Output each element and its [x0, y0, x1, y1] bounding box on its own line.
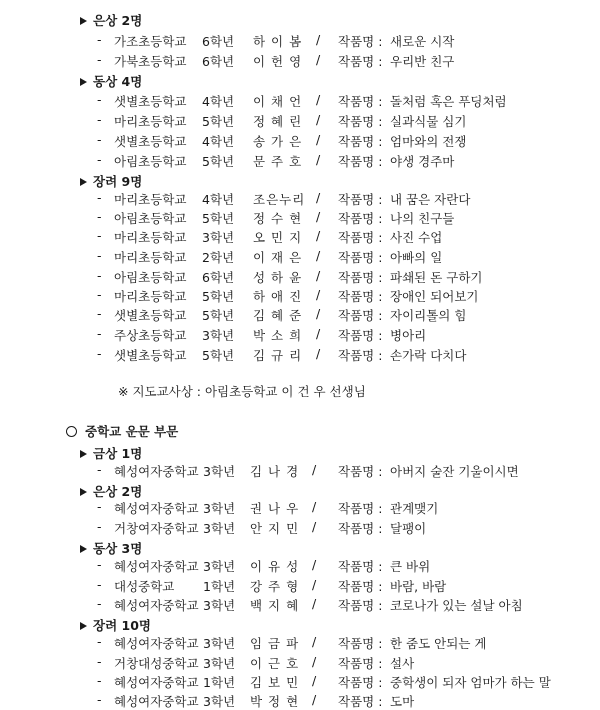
school-name: 샛별초등학교	[114, 348, 187, 363]
entry-row: - 혜성여자중학교 3학년 권 나 우 / 작품명 : 관계맺기	[97, 499, 439, 516]
work-title: 병아리	[390, 328, 427, 343]
triangle-bullet-icon	[80, 178, 87, 186]
work-title: 새로운 시작	[390, 34, 455, 49]
student-name: 권 나 우	[250, 501, 300, 516]
work-title: 도마	[390, 694, 415, 709]
triangle-bullet-icon	[80, 78, 87, 86]
work-title: 아버지 술잔 기울이시면	[390, 464, 519, 479]
student-name: 정 혜 린	[253, 114, 303, 129]
entry-row: - 거창대성중학교 3학년 이 근 호 / 작품명 : 설사	[97, 654, 415, 671]
school-name: 마리초등학교	[114, 289, 187, 304]
triangle-bullet-icon	[80, 450, 87, 458]
work-title: 야생 경주마	[390, 154, 455, 169]
student-name: 이 헌 영	[253, 54, 303, 69]
entry-row: - 샛별초등학교 4학년 송 가 은 / 작품명 : 엄마와의 전쟁	[97, 132, 467, 149]
student-name: 하 애 진	[253, 289, 303, 304]
school-name: 혜성여자중학교	[114, 464, 199, 479]
entry-row: - 샛별초등학교 5학년 김 혜 준 / 작품명 : 자이리톨의 힘	[97, 306, 467, 323]
work-title: 큰 바위	[390, 559, 431, 574]
circle-bullet-icon	[66, 426, 77, 437]
grade: 4학년	[202, 94, 235, 109]
school-name: 아림초등학교	[114, 270, 187, 285]
school-name: 샛별초등학교	[114, 94, 187, 109]
work-title: 손가락 다치다	[390, 348, 467, 363]
student-name: 이 재 은	[253, 250, 303, 265]
student-name: 문 주 호	[253, 154, 303, 169]
grade: 3학년	[203, 464, 236, 479]
grade: 4학년	[202, 134, 235, 149]
entry-row: - 혜성여자중학교 3학년 김 나 경 / 작품명 : 아버지 술잔 기울이시면	[97, 462, 519, 479]
work-title: 코로나가 있는 설날 아침	[390, 598, 523, 613]
student-name: 박 소 희	[253, 328, 303, 343]
school-name: 혜성여자중학교	[114, 675, 199, 690]
entry-row: - 혜성여자중학교 3학년 이 유 성 / 작품명 : 큰 바위	[97, 557, 431, 574]
grade: 1학년	[203, 675, 236, 690]
school-name: 혜성여자중학교	[114, 636, 199, 651]
grade: 6학년	[202, 270, 235, 285]
work-title: 중학생이 되자 엄마가 하는 말	[390, 675, 551, 690]
award-heading-silver: 은상 2명	[80, 482, 142, 500]
grade: 5학년	[202, 211, 235, 226]
school-name: 마리초등학교	[114, 114, 187, 129]
award-heading-silver: 은상 2명	[80, 11, 142, 29]
school-name: 마리초등학교	[114, 192, 187, 207]
entry-row: - 주상초등학교 3학년 박 소 희 / 작품명 : 병아리	[97, 326, 427, 343]
entry-row: - 마리초등학교 2학년 이 재 은 / 작품명 : 아빠의 일	[97, 248, 443, 265]
work-title: 바람, 바람	[390, 579, 447, 594]
award-heading-gold: 금상 1명	[80, 444, 142, 462]
school-name: 혜성여자중학교	[114, 598, 199, 613]
student-name: 강 주 형	[250, 579, 300, 594]
work-title: 엄마와의 전쟁	[390, 134, 467, 149]
grade: 2학년	[202, 250, 235, 265]
award-heading-bronze: 동상 4명	[80, 72, 142, 90]
student-name: 임 금 파	[250, 636, 300, 651]
entry-row: - 마리초등학교 4학년 조은누리 / 작품명 : 내 꿈은 자란다	[97, 190, 471, 207]
entry-row: - 샛별초등학교 5학년 김 규 리 / 작품명 : 손가락 다치다	[97, 346, 467, 363]
triangle-bullet-icon	[80, 17, 87, 25]
entry-row: - 혜성여자중학교 1학년 김 보 민 / 작품명 : 중학생이 되자 엄마가 하는 말	[97, 673, 551, 690]
award-heading-bronze: 동상 3명	[80, 539, 142, 557]
grade: 3학년	[203, 559, 236, 574]
entry-row: - 아림초등학교 5학년 정 수 현 / 작품명 : 나의 친구들	[97, 209, 455, 226]
entry-row: - 마리초등학교 5학년 하 애 진 / 작품명 : 장애인 되어보기	[97, 287, 479, 304]
section-heading-middle-school: 중학교 운문 부문	[66, 422, 178, 440]
school-name: 혜성여자중학교	[114, 501, 199, 516]
student-name: 이 근 호	[250, 656, 300, 671]
triangle-bullet-icon	[80, 622, 87, 630]
school-name: 아림초등학교	[114, 211, 187, 226]
work-title: 내 꿈은 자란다	[390, 192, 471, 207]
entry-row: - 혜성여자중학교 3학년 백 지 혜 / 작품명 : 코로나가 있는 설날 아침	[97, 596, 523, 613]
work-title: 자이리톨의 힘	[390, 308, 467, 323]
student-name: 박 정 현	[250, 694, 300, 709]
student-name: 김 나 경	[250, 464, 300, 479]
triangle-bullet-icon	[80, 488, 87, 496]
grade: 3학년	[203, 598, 236, 613]
school-name: 대성중학교	[114, 579, 175, 594]
grade: 5학년	[202, 114, 235, 129]
student-name: 송 가 은	[253, 134, 303, 149]
grade: 4학년	[202, 192, 235, 207]
grade: 5학년	[202, 348, 235, 363]
work-title: 한 줌도 안되는 게	[390, 636, 487, 651]
school-name: 마리초등학교	[114, 250, 187, 265]
grade: 3학년	[203, 636, 236, 651]
work-title: 우리반 친구	[390, 54, 455, 69]
school-name: 아림초등학교	[114, 154, 187, 169]
entry-row: - 아림초등학교 5학년 문 주 호 / 작품명 : 야생 경주마	[97, 152, 455, 169]
school-name: 거창여자중학교	[114, 521, 199, 536]
school-name: 샛별초등학교	[114, 134, 187, 149]
student-name: 이 유 성	[250, 559, 300, 574]
school-name: 거창대성중학교	[114, 656, 199, 671]
entry-row: - 샛별초등학교 4학년 이 채 언 / 작품명 : 돌처럼 혹은 푸딩처럼	[97, 92, 507, 109]
school-name: 샛별초등학교	[114, 308, 187, 323]
award-heading-encouragement: 장려 9명	[80, 172, 142, 190]
grade: 3학년	[202, 230, 235, 245]
school-name: 마리초등학교	[114, 230, 187, 245]
school-name: 혜성여자중학교	[114, 559, 199, 574]
award-heading-encouragement: 장려 10명	[80, 616, 151, 634]
teacher-award-note: ※ 지도교사상 : 아림초등학교 이 건 우 선생님	[118, 384, 366, 399]
entry-row: - 마리초등학교 3학년 오 민 지 / 작품명 : 사진 수업	[97, 228, 443, 245]
work-title: 장애인 되어보기	[390, 289, 479, 304]
entry-row: - 대성중학교 1학년 강 주 형 / 작품명 : 바람, 바람	[97, 577, 447, 594]
grade: 3학년	[202, 328, 235, 343]
grade: 5학년	[202, 154, 235, 169]
student-name: 김 혜 준	[253, 308, 303, 323]
grade: 3학년	[203, 694, 236, 709]
grade: 5학년	[202, 308, 235, 323]
work-title: 달팽이	[390, 521, 427, 536]
entry-row: - 마리초등학교 5학년 정 혜 린 / 작품명 : 실과식물 심기	[97, 112, 467, 129]
grade: 3학년	[203, 521, 236, 536]
student-name: 오 민 지	[253, 230, 303, 245]
student-name: 하 이 봄	[253, 34, 303, 49]
student-name: 성 하 윤	[253, 270, 303, 285]
entry-row: - 가북초등학교 6학년 이 헌 영 / 작품명 : 우리반 친구	[97, 52, 455, 69]
grade: 3학년	[203, 501, 236, 516]
triangle-bullet-icon	[80, 545, 87, 553]
work-title: 관계맺기	[390, 501, 439, 516]
school-name: 혜성여자중학교	[114, 694, 199, 709]
work-title: 아빠의 일	[390, 250, 443, 265]
grade: 5학년	[202, 289, 235, 304]
entry-row: - 아림초등학교 6학년 성 하 윤 / 작품명 : 파쇄된 돈 구하기	[97, 268, 483, 285]
student-name: 백 지 혜	[250, 598, 300, 613]
work-title: 실과식물 심기	[390, 114, 467, 129]
school-name: 주상초등학교	[114, 328, 187, 343]
school-name: 가북초등학교	[114, 54, 187, 69]
entry-row: - 가조초등학교 6학년 하 이 봄 / 작품명 : 새로운 시작	[97, 32, 455, 49]
student-name: 김 규 리	[253, 348, 303, 363]
work-title: 사진 수업	[390, 230, 443, 245]
entry-row: - 혜성여자중학교 3학년 임 금 파 / 작품명 : 한 줌도 안되는 게	[97, 634, 487, 651]
entry-row: - 혜성여자중학교 3학년 박 정 현 / 작품명 : 도마	[97, 692, 415, 709]
school-name: 가조초등학교	[114, 34, 187, 49]
student-name: 안 지 민	[250, 521, 300, 536]
work-title: 나의 친구들	[390, 211, 455, 226]
grade: 6학년	[202, 34, 235, 49]
grade: 6학년	[202, 54, 235, 69]
student-name: 조은누리	[253, 192, 306, 207]
entry-row: - 거창여자중학교 3학년 안 지 민 / 작품명 : 달팽이	[97, 519, 427, 536]
work-title: 파쇄된 돈 구하기	[390, 270, 483, 285]
grade: 1학년	[203, 579, 236, 594]
work-title: 설사	[390, 656, 415, 671]
work-title: 돌처럼 혹은 푸딩처럼	[390, 94, 507, 109]
grade: 3학년	[203, 656, 236, 671]
student-name: 이 채 언	[253, 94, 303, 109]
student-name: 김 보 민	[250, 675, 300, 690]
student-name: 정 수 현	[253, 211, 303, 226]
